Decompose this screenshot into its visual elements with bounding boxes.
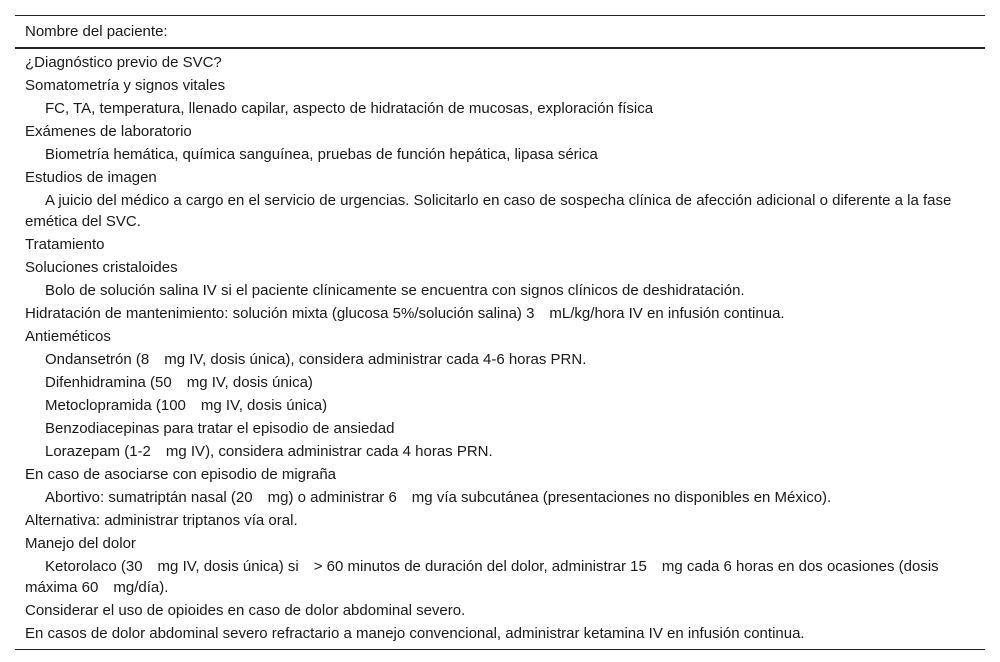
row-antiemetics-heading: Antieméticos: [25, 328, 111, 345]
row-lab-detail: Biometría hemática, química sanguínea, pruebas de función hepática, lipasa sérica: [45, 146, 598, 163]
row-vitals-detail: FC, TA, temperatura, llenado capilar, aspecto de hidratación de mucosas, exploración física: [45, 100, 654, 117]
patient-name-header: Nombre del paciente:: [25, 23, 168, 40]
row-pain-heading: Manejo del dolor: [25, 535, 136, 552]
row-ketamine: En casos de dolor abdominal severo refractario a manejo convencional, administrar ketamina IV en infusión continua.: [25, 625, 805, 642]
row-treatment-heading: Tratamiento: [25, 236, 105, 253]
row-ondansetron: Ondansetrón (8 mg IV, dosis única), considera administrar cada 4-6 horas PRN.: [45, 351, 587, 368]
row-lab-heading: Exámenes de laboratorio: [25, 123, 192, 140]
row-saline-bolus: Bolo de solución salina IV si el paciente clínicamente se encuentra con signos clínicos de deshidratación.: [45, 282, 745, 299]
row-vitals-heading: Somatometría y signos vitales: [25, 77, 226, 94]
row-sumatriptan: Abortivo: sumatriptán nasal (20 mg) o administrar 6 mg vía subcutánea (presentaciones no disponibles en México).: [45, 489, 832, 506]
table-bottom-rule: [15, 649, 985, 650]
row-benzodiazepines: Benzodiacepinas para tratar el episodio de ansiedad: [45, 420, 395, 437]
row-metoclopramide: Metoclopramida (100 mg IV, dosis única): [45, 397, 328, 414]
table-body: [15, 49, 985, 649]
checklist-table: [15, 15, 985, 650]
row-diphenhydramine: Difenhidramina (50 mg IV, dosis única): [45, 374, 313, 391]
row-opioids: Considerar el uso de opioides en caso de dolor abdominal severo.: [25, 602, 466, 619]
row-imaging-detail: A juicio del médico a cargo en el servicio de urgencias. Solicitarlo en caso de sospecha clínica de afección adicional o diferente a la fase emética del SVC.: [25, 192, 952, 230]
row-lorazepam: Lorazepam (1-2 mg IV), considera administrar cada 4 horas PRN.: [45, 443, 493, 460]
row-crystalloids-heading: Soluciones cristaloides: [25, 259, 178, 276]
row-imaging-heading: Estudios de imagen: [25, 169, 157, 186]
row-maintenance-hydration: Hidratación de mantenimiento: solución mixta (glucosa 5%/solución salina) 3 mL/kg/hora IV en infusión continua.: [25, 305, 785, 322]
row-migraine-heading: En caso de asociarse con episodio de migraña: [25, 466, 337, 483]
row-prior-diagnosis: ¿Diagnóstico previo de SVC?: [25, 54, 222, 71]
row-triptan-alternative: Alternativa: administrar triptanos vía oral.: [25, 512, 298, 529]
row-ketorolac: Ketorolaco (30 mg IV, dosis única) si > 60 minutos de duración del dolor, administrar 15 mg cada 6 horas en dos ocasiones (dosis máxima 60 mg/día).: [25, 558, 939, 596]
